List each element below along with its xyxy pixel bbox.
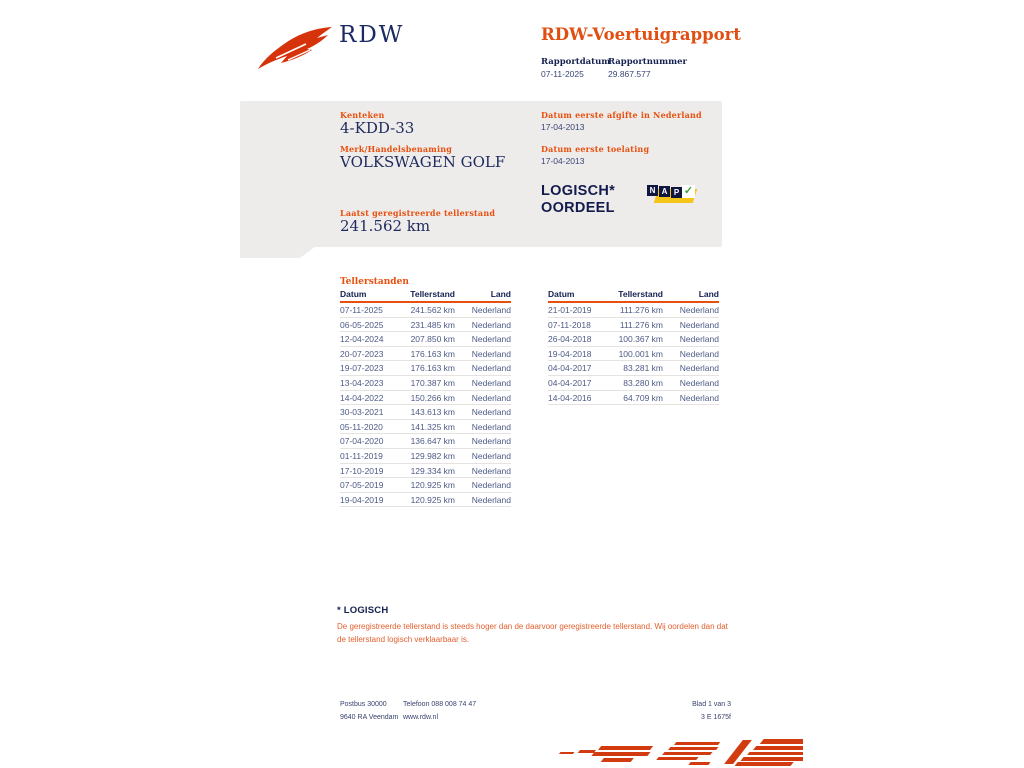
table-cell-km: 231.485 km	[410, 319, 455, 330]
table-cell-km: 141.325 km	[410, 421, 455, 432]
table-cell-date: 30-03-2021	[340, 407, 384, 418]
laatste-tellerstand-label: Laatst geregistreerde tellerstand	[340, 208, 496, 218]
report-title: RDW-Voertuigrapport	[541, 25, 741, 44]
table-header-row	[340, 289, 511, 303]
table-cell-land: Nederland	[679, 305, 719, 315]
table-cell-land: Nederland	[471, 348, 511, 359]
logisch-footnote-heading: * LOGISCH	[337, 605, 389, 616]
table-cell-land: Nederland	[471, 465, 511, 476]
table-cell-km: 111.276 km	[619, 305, 663, 315]
footer-address-line1: Postbus 30000	[340, 701, 387, 708]
merk-label: Merk/Handelsbenaming	[340, 144, 453, 154]
table-cell-km: 129.982 km	[410, 450, 455, 461]
col-header-datum: Datum	[548, 289, 575, 299]
table-cell-date: 07-05-2019	[340, 480, 384, 491]
table-row	[340, 361, 511, 376]
table-row	[548, 376, 719, 391]
eerste-afgifte-label: Datum eerste afgifte in Nederland	[541, 110, 702, 120]
table-row	[548, 347, 719, 362]
report-date-label: Rapportdatum	[541, 57, 611, 67]
rdw-wordmark: RDW	[339, 22, 405, 48]
footer-website: www.rdw.nl	[403, 714, 439, 721]
table-cell-land: Nederland	[679, 334, 719, 345]
table-cell-land: Nederland	[471, 319, 511, 330]
table-cell-land: Nederland	[471, 334, 511, 345]
table-cell-land: Nederland	[679, 392, 719, 403]
table-cell-date: 13-04-2023	[340, 377, 384, 388]
table-cell-land: Nederland	[471, 392, 511, 403]
table-cell-land: Nederland	[679, 377, 719, 388]
table-cell-km: 100.367 km	[618, 334, 663, 345]
table-row	[340, 434, 511, 449]
eerste-toelating-value: 17-04-2013	[541, 156, 585, 166]
table-cell-date: 20-07-2023	[340, 348, 384, 359]
table-cell-date: 21-01-2019	[548, 305, 592, 315]
table-cell-date: 07-11-2025	[340, 305, 383, 315]
table-cell-km: 207.850 km	[410, 334, 455, 345]
kenteken-value: 4-KDD-33	[340, 119, 415, 137]
table-row	[548, 332, 719, 347]
table-cell-date: 06-05-2025	[340, 319, 384, 330]
footer-page-number: Blad 1 van 3	[692, 701, 731, 708]
table-cell-km: 143.613 km	[410, 407, 455, 418]
table-cell-date: 14-04-2016	[548, 392, 592, 403]
nap-checkmark-icon: ✓	[683, 185, 694, 197]
table-cell-date: 07-11-2018	[548, 319, 591, 330]
col-header-land: Land	[490, 289, 511, 299]
tellerstanden-table-right	[548, 289, 719, 405]
table-cell-km: 100.001 km	[618, 348, 663, 359]
table-cell-date: 05-11-2020	[340, 421, 383, 432]
table-cell-date: 04-04-2017	[548, 377, 592, 388]
table-cell-km: 176.163 km	[410, 363, 455, 374]
table-cell-date: 04-04-2017	[548, 363, 592, 374]
laatste-tellerstand-value: 241.562 km	[340, 217, 431, 235]
table-row	[548, 361, 719, 376]
oordeel-text	[541, 183, 615, 217]
table-cell-date: 26-04-2018	[548, 334, 592, 345]
table-cell-km: 176.163 km	[410, 348, 455, 359]
table-row	[340, 449, 511, 464]
table-cell-land: Nederland	[471, 436, 511, 447]
col-header-tellerstand: Tellerstand	[410, 289, 455, 299]
table-cell-date: 01-11-2019	[340, 450, 383, 461]
table-cell-land: Nederland	[471, 377, 511, 388]
rdw-wing-logo-icon	[254, 26, 334, 72]
footer-form-code: 3 E 1675f	[701, 714, 731, 721]
vehicle-info-box-tab	[240, 246, 316, 258]
table-cell-land: Nederland	[471, 305, 511, 315]
tellerstanden-table-left	[340, 289, 511, 507]
table-row	[340, 405, 511, 420]
table-row	[340, 332, 511, 347]
table-row	[340, 478, 511, 493]
table-row	[340, 420, 511, 435]
table-cell-land: Nederland	[471, 363, 511, 374]
col-header-tellerstand: Tellerstand	[618, 289, 663, 299]
kenteken-label: Kenteken	[340, 110, 385, 120]
table-cell-date: 14-04-2022	[340, 392, 384, 403]
rdw-speed-stripes-graphic	[543, 736, 803, 768]
table-row	[340, 376, 511, 391]
nap-letter-p: P	[671, 187, 682, 198]
table-cell-land: Nederland	[471, 421, 511, 432]
table-cell-km: 129.334 km	[410, 465, 455, 476]
table-cell-land: Nederland	[679, 348, 719, 359]
table-cell-land: Nederland	[471, 407, 511, 418]
tellerstanden-title: Tellerstanden	[340, 277, 409, 287]
report-number-label: Rapportnummer	[608, 57, 687, 67]
table-cell-land: Nederland	[471, 494, 511, 505]
table-cell-km: 170.387 km	[410, 377, 455, 388]
table-cell-km: 83.281 km	[623, 363, 663, 374]
logisch-footnote-body: De geregistreerde tellerstand is steeds hoger dan de daarvoor geregistreerde tellerstand. Wij oordelen dan dat de tellerstand logisch verklaarbaar is.	[337, 622, 728, 644]
nap-logo	[647, 184, 697, 206]
table-body	[548, 303, 719, 405]
footer-address-line2: 9640 RA Veendam	[340, 714, 399, 721]
table-cell-km: 136.647 km	[410, 436, 455, 447]
table-cell-date: 19-04-2018	[548, 348, 592, 359]
table-cell-land: Nederland	[471, 450, 511, 461]
vehicle-info-box	[240, 101, 722, 247]
table-cell-date: 19-07-2023	[340, 363, 384, 374]
oordeel-line1: LOGISCH*	[541, 183, 616, 199]
col-header-land: Land	[698, 289, 719, 299]
table-cell-km: 241.562 km	[410, 305, 455, 315]
table-row	[340, 347, 511, 362]
eerste-afgifte-value: 17-04-2013	[541, 122, 585, 132]
table-header-row	[548, 289, 719, 303]
table-cell-km: 64.709 km	[623, 392, 663, 403]
eerste-toelating-label: Datum eerste toelating	[541, 144, 650, 154]
table-cell-date: 12-04-2024	[340, 334, 384, 345]
merk-value: VOLKSWAGEN GOLF	[340, 153, 506, 171]
table-cell-land: Nederland	[679, 363, 719, 374]
table-cell-date: 19-04-2019	[340, 494, 384, 505]
table-cell-land: Nederland	[679, 319, 719, 330]
table-row	[548, 303, 719, 318]
table-row	[548, 318, 719, 333]
table-cell-km: 150.266 km	[410, 392, 455, 403]
nap-letter-n: N	[647, 185, 658, 196]
nap-letter-a: A	[659, 186, 670, 197]
table-row	[340, 493, 511, 508]
table-cell-km: 120.925 km	[410, 480, 455, 491]
oordeel-line2: OORDEEL	[541, 200, 615, 216]
table-cell-km: 120.925 km	[410, 494, 455, 505]
table-row	[340, 318, 511, 333]
table-row	[340, 303, 511, 318]
report-number-value: 29.867.577	[608, 69, 651, 79]
table-row	[340, 391, 511, 406]
table-cell-date: 07-04-2020	[340, 436, 384, 447]
table-row	[548, 391, 719, 406]
table-body	[340, 303, 511, 507]
table-cell-km: 111.276 km	[619, 319, 663, 330]
table-cell-land: Nederland	[471, 480, 511, 491]
table-cell-date: 17-10-2019	[340, 465, 384, 476]
table-cell-km: 83.280 km	[623, 377, 663, 388]
col-header-datum: Datum	[340, 289, 367, 299]
table-row	[340, 464, 511, 479]
footer-phone: Telefoon 088 008 74 47	[403, 701, 477, 708]
report-date-value: 07-11-2025	[541, 69, 584, 79]
